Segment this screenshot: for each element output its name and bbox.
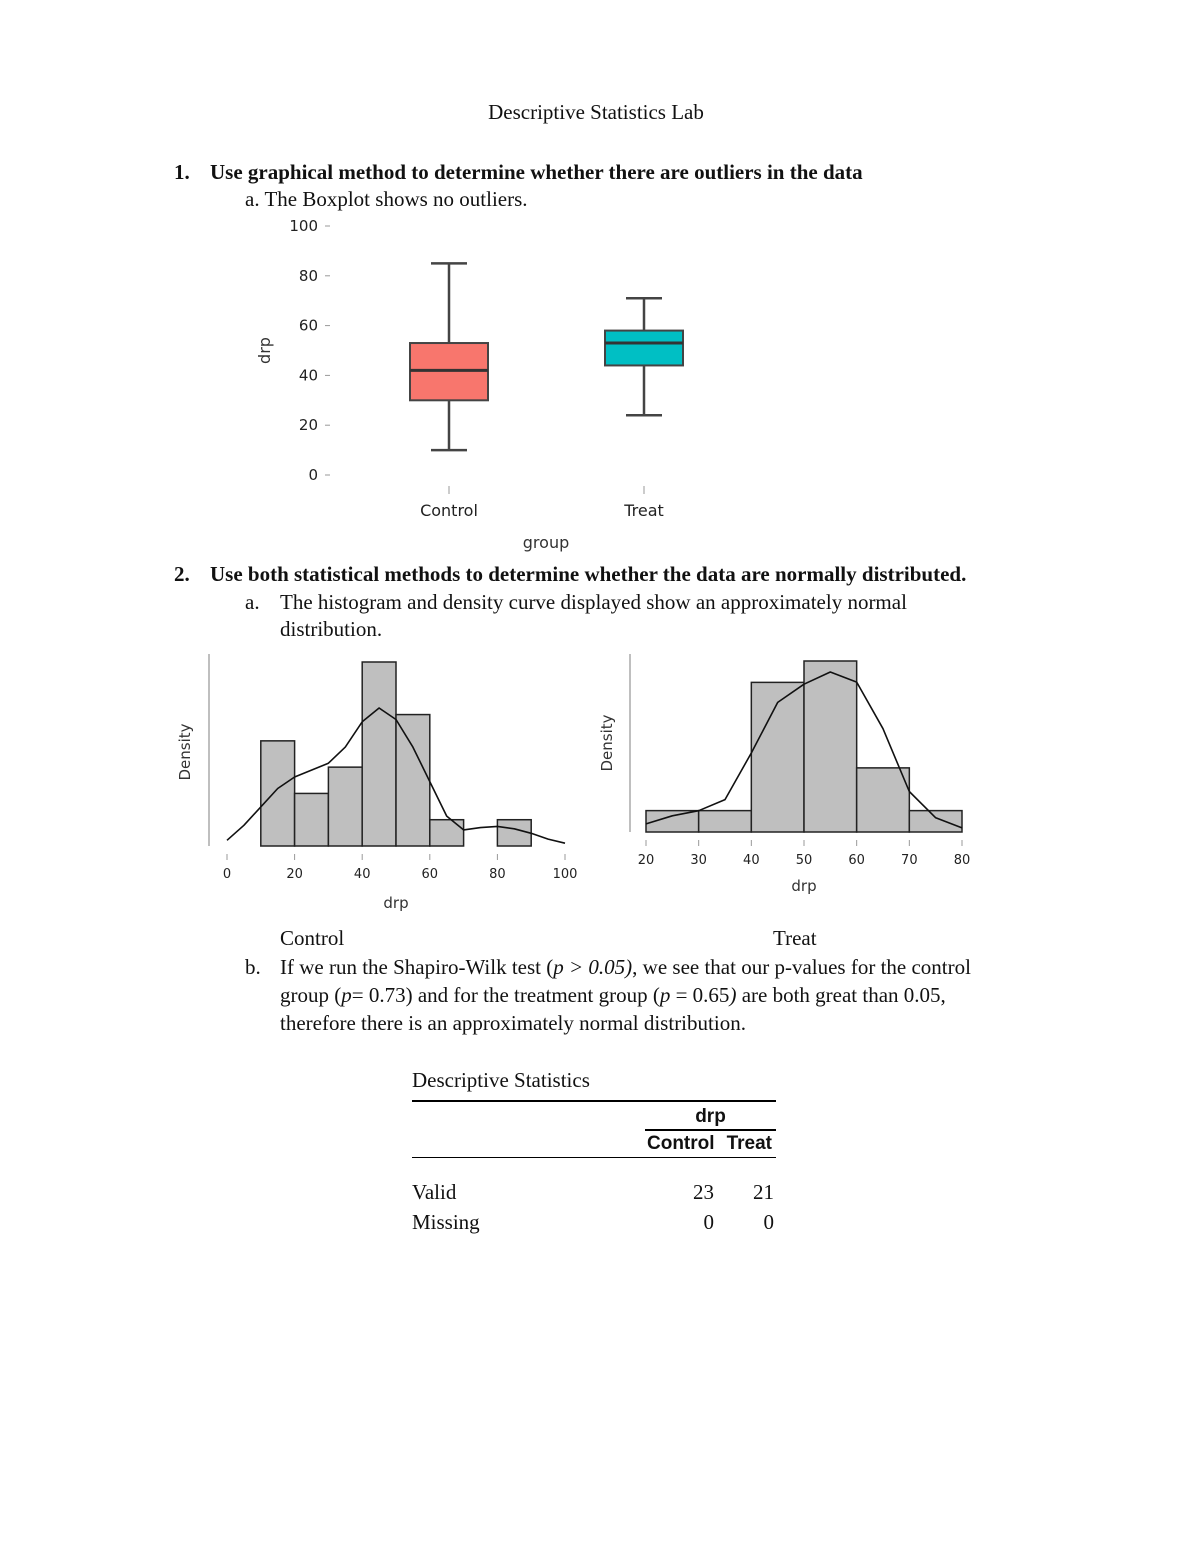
histogram-bar bbox=[328, 767, 362, 846]
answer-2b-line1-pre: If we run the Shapiro-Wilk test ( bbox=[280, 955, 554, 979]
answer-1a: a. The Boxplot shows no outliers. bbox=[245, 187, 528, 211]
x-tick-label: Treat bbox=[624, 501, 664, 520]
table-group-header: drp bbox=[695, 1106, 726, 1127]
x-tick-label: 50 bbox=[795, 853, 813, 868]
question-2 bbox=[174, 562, 966, 587]
y-tick-label: 80 bbox=[298, 266, 318, 285]
answer-2a-marker: a. bbox=[245, 590, 260, 614]
x-tick-label: 20 bbox=[637, 853, 655, 868]
x-tick-label: 0 bbox=[222, 867, 232, 882]
answer-2b-line2-p1: p bbox=[341, 983, 352, 1007]
question-1-text: Use graphical method to determine whether there are outliers in the data bbox=[210, 160, 863, 184]
answer-2a-line1: The histogram and density curve displayed show an approximately normal bbox=[280, 590, 907, 614]
x-tick-label: 60 bbox=[421, 867, 439, 882]
answer-2b-line2-mid2: = 0.65 bbox=[670, 983, 730, 1007]
histogram-bar bbox=[295, 793, 329, 846]
answer-2b-marker: b. bbox=[245, 955, 261, 979]
answer-2b-line2-close: ) bbox=[729, 983, 737, 1007]
table-cell-treat: 0 bbox=[763, 1210, 774, 1234]
x-tick-label: Control bbox=[420, 501, 478, 520]
table-caption: Descriptive Statistics bbox=[412, 1068, 590, 1092]
y-axis-label: Density bbox=[176, 723, 194, 781]
x-tick-label: 80 bbox=[489, 867, 506, 882]
histogram-control-chart bbox=[170, 648, 590, 920]
y-tick-label: 60 bbox=[298, 316, 318, 335]
histogram-bar bbox=[430, 820, 464, 846]
boxplot-chart bbox=[240, 212, 700, 557]
table-col-control: Control bbox=[647, 1133, 715, 1154]
answer-2b-line2-pre: group ( bbox=[280, 983, 342, 1007]
caption-treat: Treat bbox=[773, 926, 817, 950]
x-tick-label: 40 bbox=[743, 853, 760, 868]
answer-2a-line2: distribution. bbox=[280, 617, 383, 641]
table-row-label: Missing bbox=[412, 1210, 480, 1234]
box-treat bbox=[605, 331, 683, 366]
question-1-number: 1. bbox=[174, 160, 190, 184]
histogram-bar bbox=[497, 820, 531, 846]
y-tick-label: 20 bbox=[298, 416, 318, 435]
x-axis-label: drp bbox=[383, 894, 409, 912]
histogram-bar bbox=[362, 662, 396, 846]
histogram-bar bbox=[396, 715, 430, 846]
table-cell-control: 0 bbox=[703, 1210, 714, 1234]
y-tick-label: 40 bbox=[298, 366, 318, 385]
histogram-treat-chart bbox=[592, 648, 982, 898]
question-2-text: Use both statistical methods to determine whether the data are normally distributed. bbox=[210, 562, 967, 586]
answer-2b-line1-post: , we see that our p-values for the control bbox=[632, 955, 971, 979]
histogram-bar bbox=[804, 661, 857, 832]
x-tick-label: 30 bbox=[690, 853, 707, 868]
x-tick-label: 40 bbox=[353, 867, 371, 882]
answer-2b-line3: therefore there is an approximately normal distribution. bbox=[280, 1011, 746, 1035]
x-axis-label: group bbox=[522, 533, 570, 552]
table-row bbox=[412, 1210, 776, 1238]
question-1 bbox=[174, 160, 863, 185]
caption-control: Control bbox=[280, 926, 345, 950]
table-row-label: Valid bbox=[412, 1180, 457, 1204]
x-axis-label: drp bbox=[791, 877, 817, 895]
answer-2b-line2-mid: = 0.73) and for the treatment group ( bbox=[351, 983, 660, 1007]
histogram-bar bbox=[857, 768, 910, 832]
histogram-bar bbox=[909, 811, 962, 832]
y-tick-label: 100 bbox=[289, 217, 318, 235]
histogram-bar bbox=[699, 811, 752, 832]
x-tick-label: 60 bbox=[848, 853, 865, 868]
question-2-number: 2. bbox=[174, 562, 190, 586]
answer-2b-line1 bbox=[280, 955, 971, 980]
histogram-bar bbox=[751, 682, 804, 832]
answer-2b-line2-p2: p bbox=[659, 983, 671, 1007]
page-title: Descriptive Statistics Lab bbox=[488, 100, 704, 124]
x-tick-label: 20 bbox=[286, 867, 303, 882]
table-group-rule bbox=[645, 1129, 776, 1131]
answer-2b-line1-p: p > 0.05) bbox=[553, 955, 633, 979]
histogram-bar bbox=[261, 741, 295, 846]
answer-2b-line2-post: are both great than 0.05, bbox=[736, 983, 946, 1007]
table-col-treat: Treat bbox=[726, 1133, 772, 1154]
table-cell-treat: 21 bbox=[753, 1180, 774, 1204]
table-row bbox=[412, 1180, 776, 1208]
y-axis-label: Density bbox=[598, 714, 616, 772]
y-tick-label: 0 bbox=[308, 466, 318, 484]
table-header-rule bbox=[412, 1157, 776, 1158]
x-tick-label: 70 bbox=[901, 853, 918, 868]
table-top-rule bbox=[412, 1100, 776, 1102]
table-cell-control: 23 bbox=[693, 1180, 714, 1204]
y-axis-label: drp bbox=[255, 337, 274, 364]
x-tick-label: 80 bbox=[953, 853, 971, 868]
answer-2b-line2 bbox=[280, 983, 946, 1008]
x-tick-label: 100 bbox=[552, 867, 578, 882]
